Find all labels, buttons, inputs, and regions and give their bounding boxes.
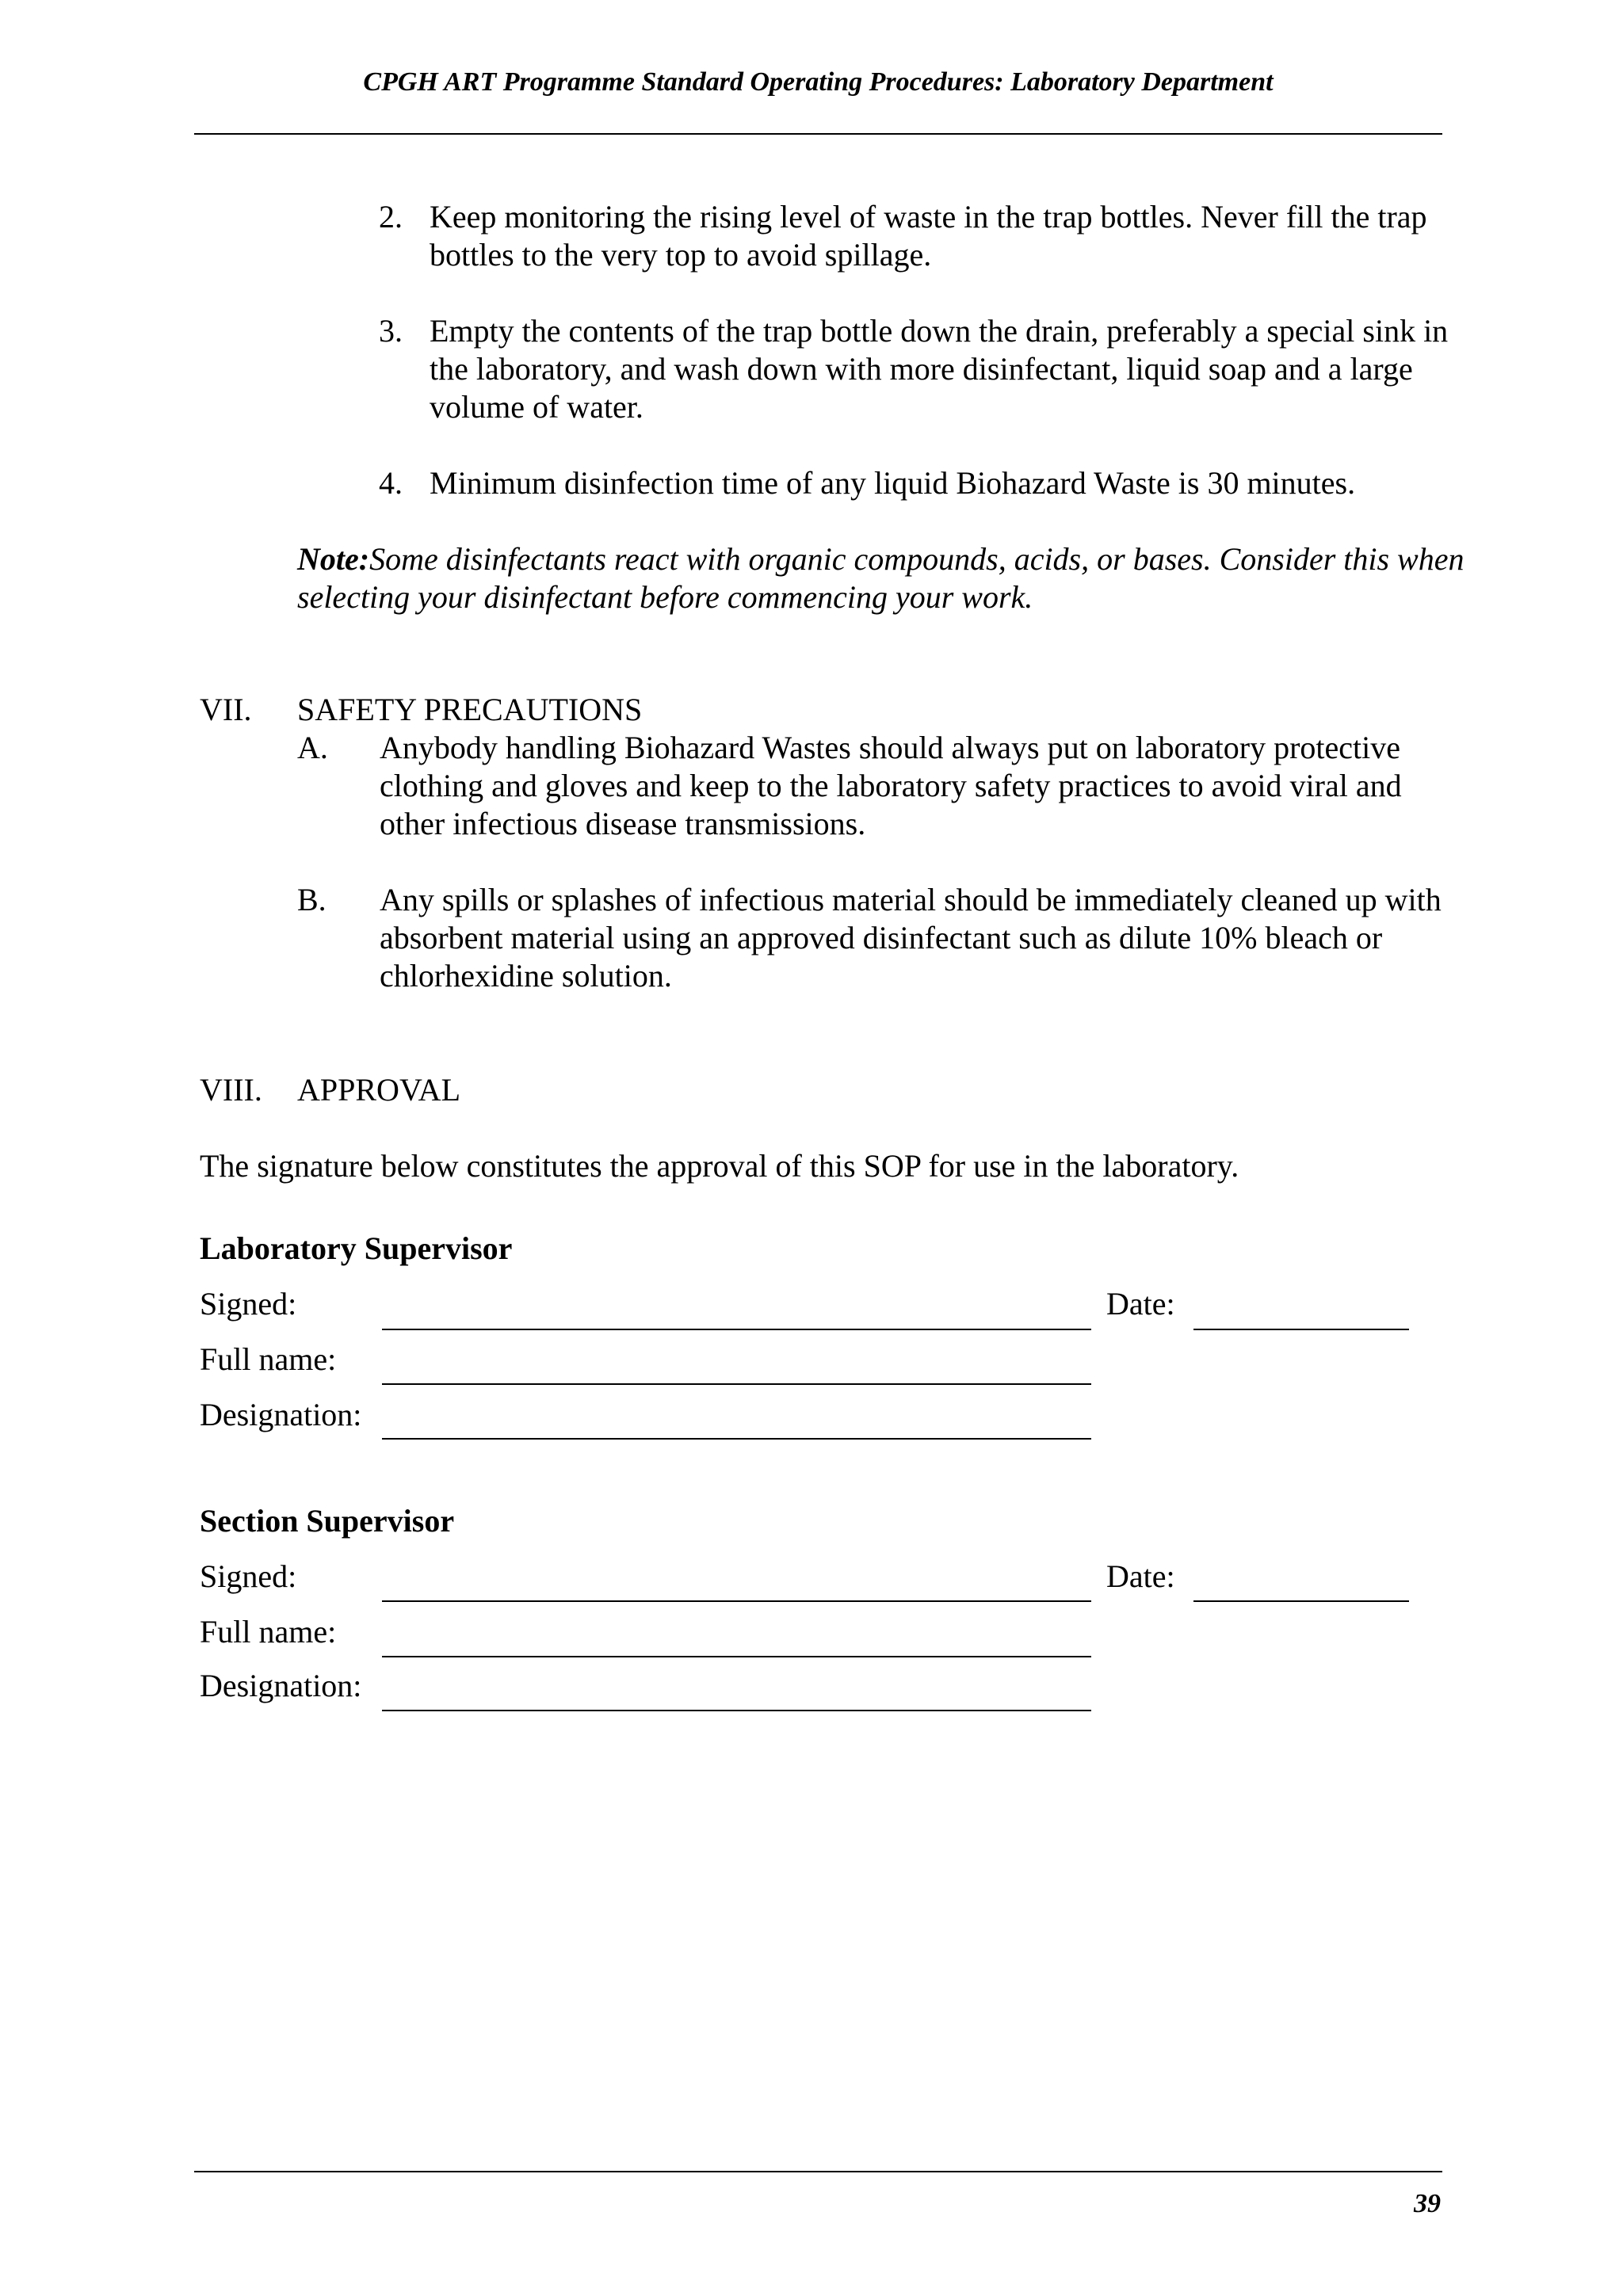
section-title: SAFETY PRECAUTIONS — [297, 692, 643, 727]
footer-rule — [194, 2171, 1442, 2172]
note-label: Note: — [297, 541, 370, 577]
list-item — [379, 464, 1465, 502]
date-line[interactable] — [1193, 1329, 1409, 1330]
list-item-number: 3. — [379, 313, 403, 349]
list-item — [379, 312, 1465, 426]
precaution-item — [297, 729, 1462, 843]
fullname-label: Full name: — [200, 1341, 337, 1377]
note-text: Some disinfectants react with organic compounds, acids, or bases. Consider this when selecting your disinfectant before commencing your work. — [297, 541, 1465, 615]
precaution-text: Anybody handling Biohazard Wastes should always put on laboratory protective clothing and gloves and keep to the laboratory safety practices to avoid viral and other infectious disease transmissions. — [380, 730, 1402, 841]
fullname-line[interactable] — [382, 1656, 1091, 1657]
approval-statement: The signature below constitutes the approval of this SOP for use in the laboratory. — [200, 1148, 1239, 1184]
designation-label: Designation: — [200, 1397, 362, 1432]
running-header: CPGH ART Programme Standard Operating Procedures: Laboratory Department — [363, 67, 1274, 97]
list-item — [379, 198, 1465, 274]
designation-line[interactable] — [382, 1710, 1091, 1711]
list-item-text: Minimum disinfection time of any liquid Biohazard Waste is 30 minutes. — [430, 465, 1356, 501]
precaution-letter: A. — [297, 730, 328, 765]
designation-line[interactable] — [382, 1438, 1091, 1440]
section-number: VIII. — [200, 1072, 262, 1108]
date-line[interactable] — [1193, 1600, 1409, 1602]
note-paragraph — [297, 540, 1470, 616]
date-label: Date: — [1106, 1286, 1175, 1322]
signature-line[interactable] — [382, 1600, 1091, 1602]
approver-heading: Laboratory Supervisor — [200, 1230, 513, 1266]
signature-line[interactable] — [382, 1329, 1091, 1330]
section-number: VII. — [200, 692, 252, 727]
list-item-text: Empty the contents of the trap bottle down the drain, preferably a special sink in the laboratory, and wash down with more disinfectant, liquid soap and a large volume of water. — [430, 313, 1449, 425]
fullname-label: Full name: — [200, 1614, 337, 1650]
designation-label: Designation: — [200, 1668, 362, 1703]
date-label: Date: — [1106, 1558, 1175, 1594]
precaution-text: Any spills or splashes of infectious material should be immediately cleaned up with absorbent material using an approved disinfectant such as dilute 10% bleach or chlorhexidine solution. — [380, 882, 1442, 994]
page-number: 39 — [1414, 2189, 1441, 2218]
precaution-item — [297, 881, 1462, 995]
list-item-text: Keep monitoring the rising level of waste in the trap bottles. Never fill the trap bottles to the very top to avoid spillage. — [430, 199, 1427, 273]
list-item-number: 4. — [379, 465, 403, 501]
fullname-line[interactable] — [382, 1383, 1091, 1385]
signed-label: Signed: — [200, 1286, 297, 1322]
section-title: APPROVAL — [297, 1072, 460, 1108]
list-item-number: 2. — [379, 199, 403, 235]
signed-label: Signed: — [200, 1558, 297, 1594]
approver-heading: Section Supervisor — [200, 1503, 455, 1539]
precaution-letter: B. — [297, 882, 327, 917]
header-rule — [194, 133, 1442, 135]
